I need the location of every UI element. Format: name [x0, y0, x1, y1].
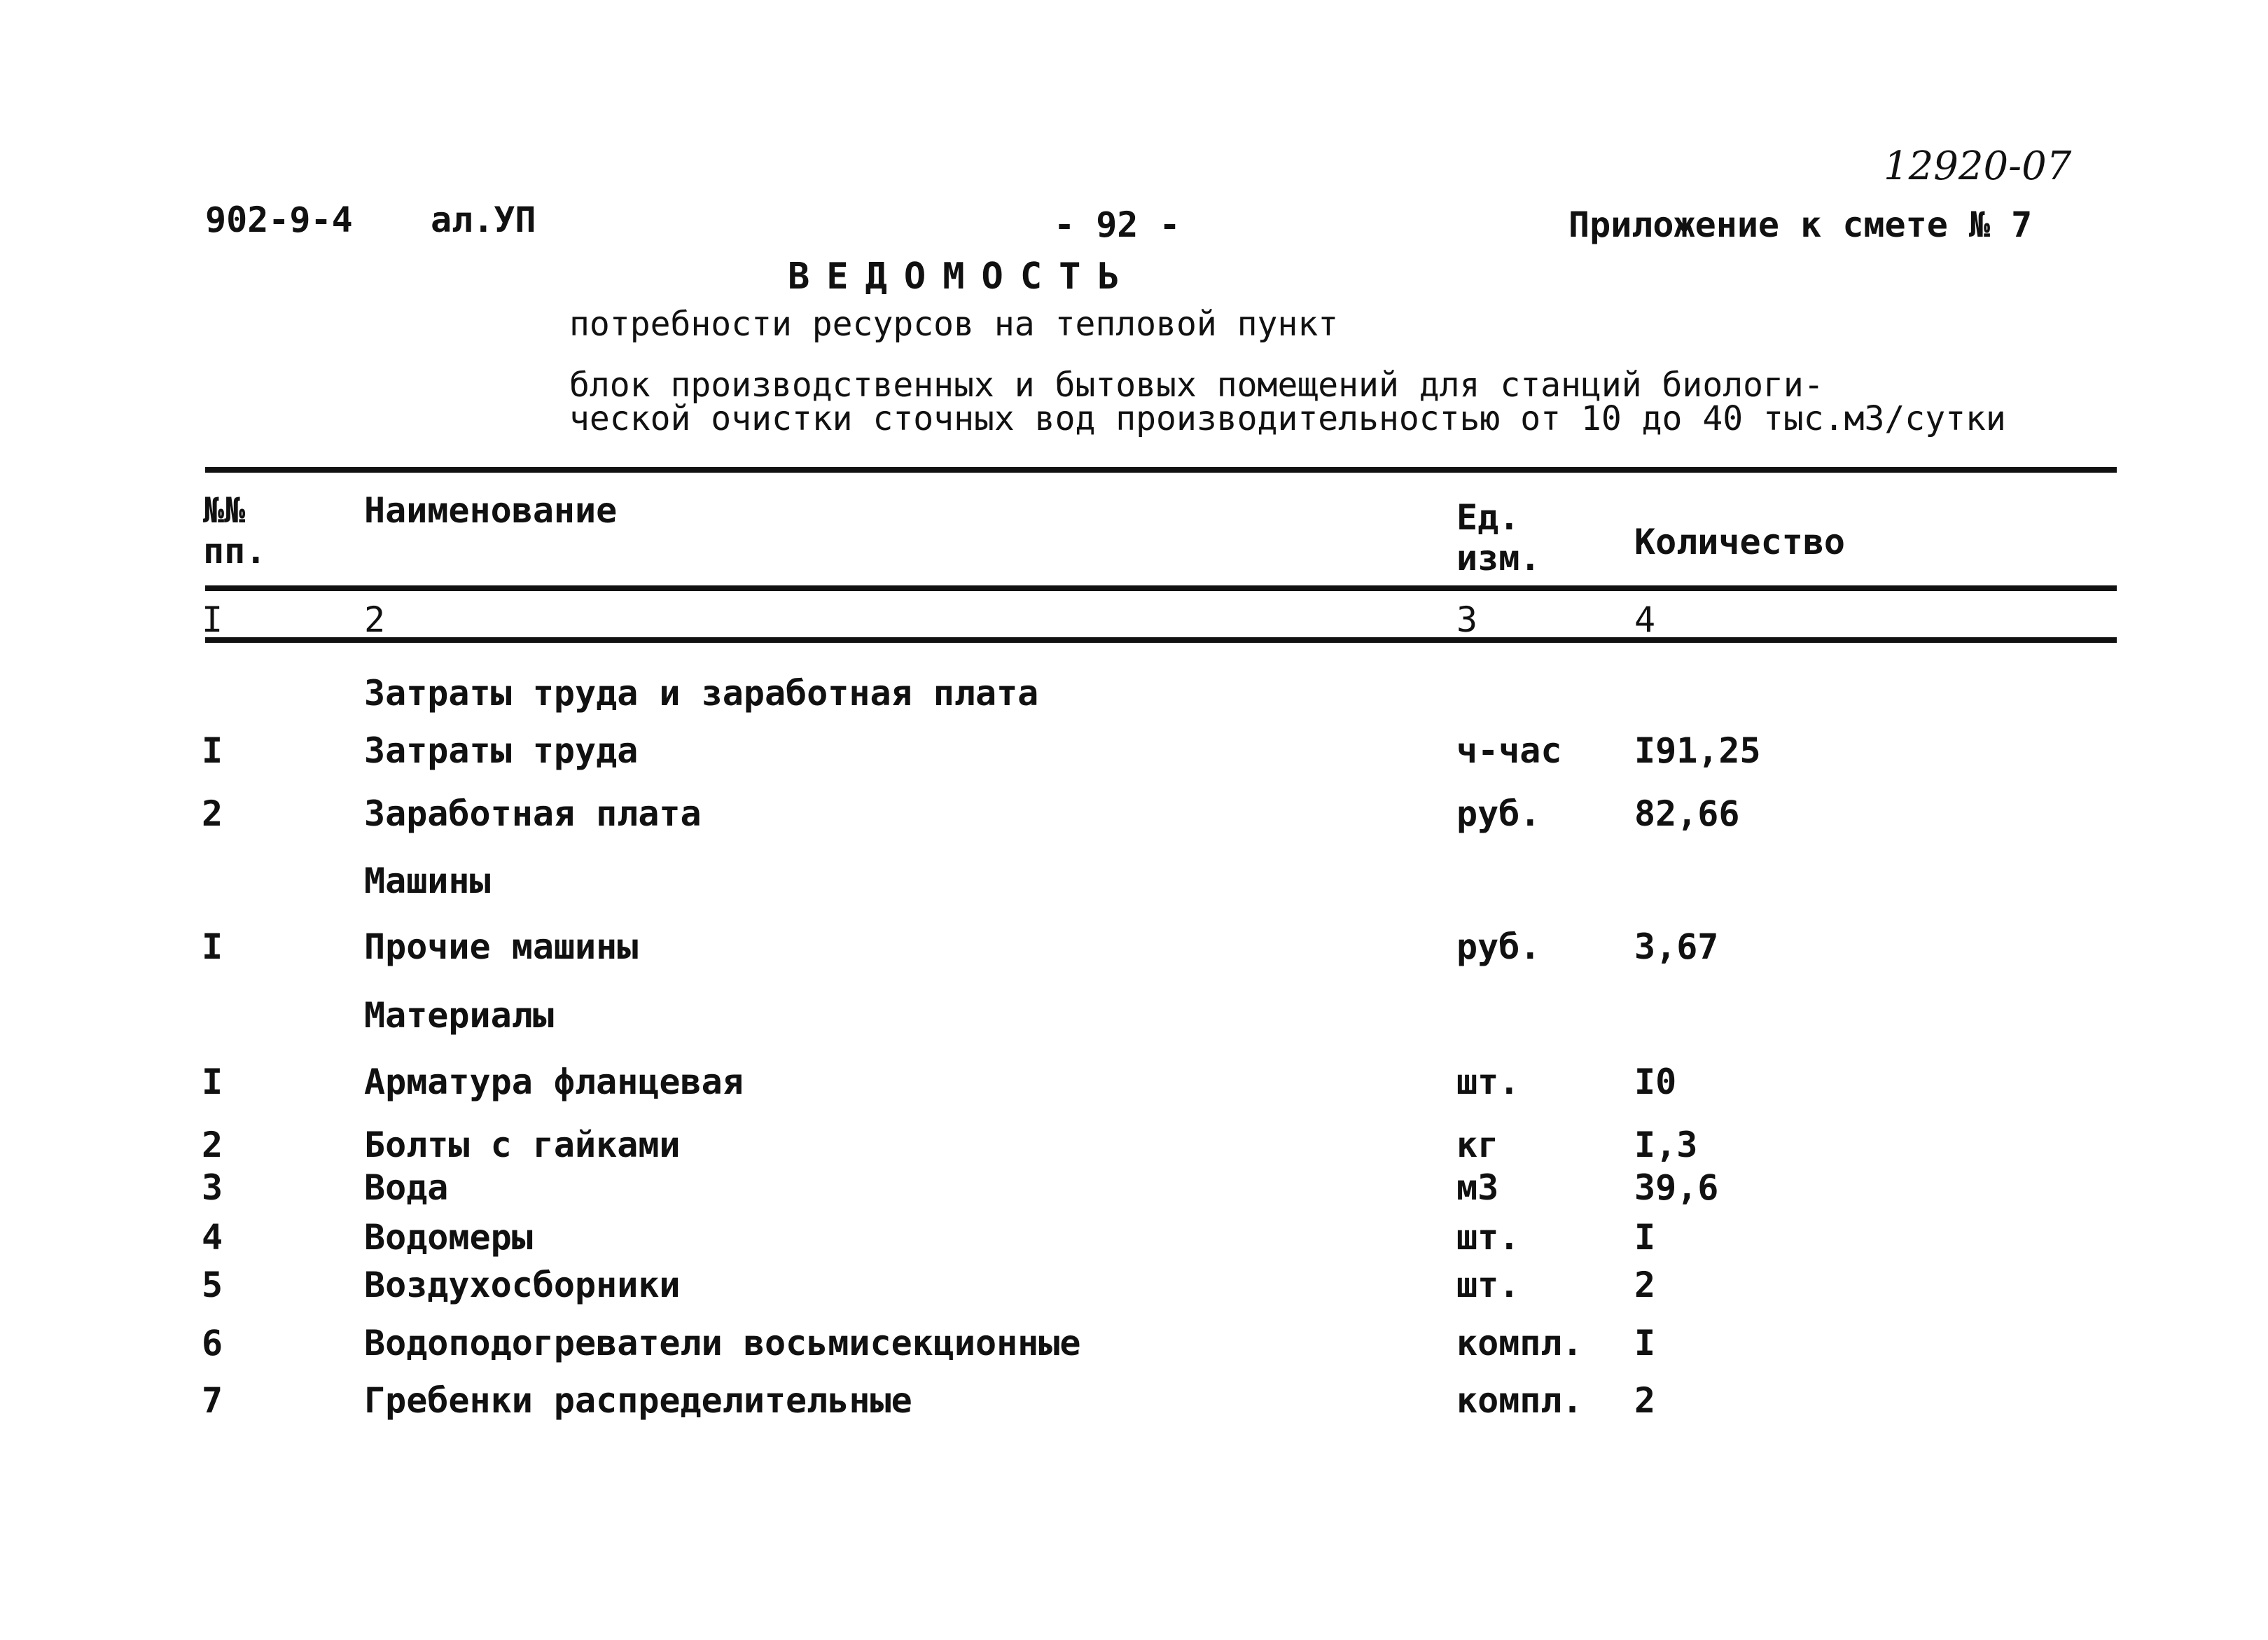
table-top-rule — [205, 467, 2117, 473]
row-qty: I91,25 — [1634, 730, 1761, 771]
section-title-materials — [0, 994, 2268, 1036]
description-line-2: ческой очистки сточных вод производительностью от 10 до 40 тыс.м3/сутки — [569, 399, 2006, 438]
row-qty: 2 — [1634, 1380, 1656, 1421]
row-name: Заработная плата — [364, 793, 702, 834]
row-unit: м3 — [1456, 1167, 1499, 1208]
annex-label: Приложение к смете № 7 — [1568, 204, 2033, 245]
row-num: I — [202, 730, 223, 771]
table-row — [0, 730, 2268, 772]
header-bottom-rule — [205, 585, 2117, 591]
col-number-4: 4 — [1634, 599, 1656, 640]
col-number-2: 2 — [364, 599, 386, 640]
section-title: Затраты труда и заработная плата — [364, 673, 1039, 714]
row-name: Затраты труда — [364, 730, 639, 771]
description-line-1: блок производственных и бытовых помещений для станций биологи- — [569, 366, 1824, 405]
table-row — [0, 1264, 2268, 1306]
section-title: Материалы — [364, 995, 554, 1036]
header-name: Наименование — [364, 490, 618, 531]
row-qty: I0 — [1634, 1062, 1677, 1102]
row-unit: ч-час — [1456, 730, 1562, 771]
row-num: 3 — [202, 1167, 223, 1208]
row-name: Арматура фланцевая — [364, 1062, 744, 1102]
row-qty: 3,67 — [1634, 926, 1719, 967]
row-qty: I,3 — [1634, 1125, 1698, 1165]
row-name: Воздухосборники — [364, 1265, 681, 1305]
header-unit — [1456, 497, 1540, 578]
row-num: 5 — [202, 1265, 223, 1305]
doc-code: 12920-07 — [1884, 144, 2072, 189]
row-unit: компл. — [1456, 1380, 1583, 1421]
row-num: 7 — [202, 1380, 223, 1421]
row-num: 4 — [202, 1217, 223, 1258]
section-title-machines — [0, 860, 2268, 902]
row-num: 2 — [202, 1125, 223, 1165]
row-unit: компл. — [1456, 1323, 1583, 1363]
document-subtitle: потребности ресурсов на тепловой пункт — [569, 305, 1339, 344]
document-title: ВЕДОМОСТЬ — [788, 256, 1136, 298]
header-num-line1: №№ — [203, 490, 246, 531]
section-title-labor — [0, 672, 2268, 714]
table-row — [0, 1322, 2268, 1364]
row-name: Гребенки распределительные — [364, 1380, 912, 1421]
row-unit: шт. — [1456, 1062, 1520, 1102]
column-numbers-row — [0, 599, 2268, 641]
row-qty: I — [1634, 1217, 1656, 1258]
table-row — [0, 1167, 2268, 1209]
row-unit: руб. — [1456, 793, 1541, 834]
col-number-1: I — [202, 599, 223, 640]
series-code: 902-9-4 — [205, 200, 353, 240]
col-number-3: 3 — [1456, 599, 1478, 640]
header-unit-line2: изм. — [1456, 538, 1541, 578]
row-num: 6 — [202, 1323, 223, 1363]
table-row — [0, 1061, 2268, 1103]
row-num: 2 — [202, 793, 223, 834]
header-qty: Количество — [1634, 522, 1846, 562]
row-num: I — [202, 1062, 223, 1102]
row-qty: I — [1634, 1323, 1656, 1363]
row-num: I — [202, 926, 223, 967]
row-name: Прочие машины — [364, 926, 639, 967]
table-row — [0, 1124, 2268, 1166]
row-unit: шт. — [1456, 1265, 1520, 1305]
row-name: Вода — [364, 1167, 449, 1208]
page-number: - 92 - — [1054, 204, 1181, 245]
table-row — [0, 926, 2268, 968]
row-name: Водомеры — [364, 1217, 533, 1258]
header-unit-line1: Ед. — [1456, 497, 1520, 538]
row-qty: 82,66 — [1634, 793, 1740, 834]
header-num-line2: пп. — [203, 531, 267, 571]
row-name: Болты с гайками — [364, 1125, 681, 1165]
album-label: ал.УП — [431, 200, 536, 240]
row-name: Водоподогреватели восьмисекционные — [364, 1323, 1081, 1363]
section-title: Машины — [364, 861, 491, 901]
row-unit: шт. — [1456, 1217, 1520, 1258]
row-unit: руб. — [1456, 926, 1541, 967]
table-row — [0, 1380, 2268, 1422]
table-row — [0, 1216, 2268, 1258]
row-unit: кг — [1456, 1125, 1499, 1165]
table-row — [0, 793, 2268, 835]
row-qty: 2 — [1634, 1265, 1656, 1305]
header-num — [203, 490, 266, 571]
row-qty: 39,6 — [1634, 1167, 1719, 1208]
